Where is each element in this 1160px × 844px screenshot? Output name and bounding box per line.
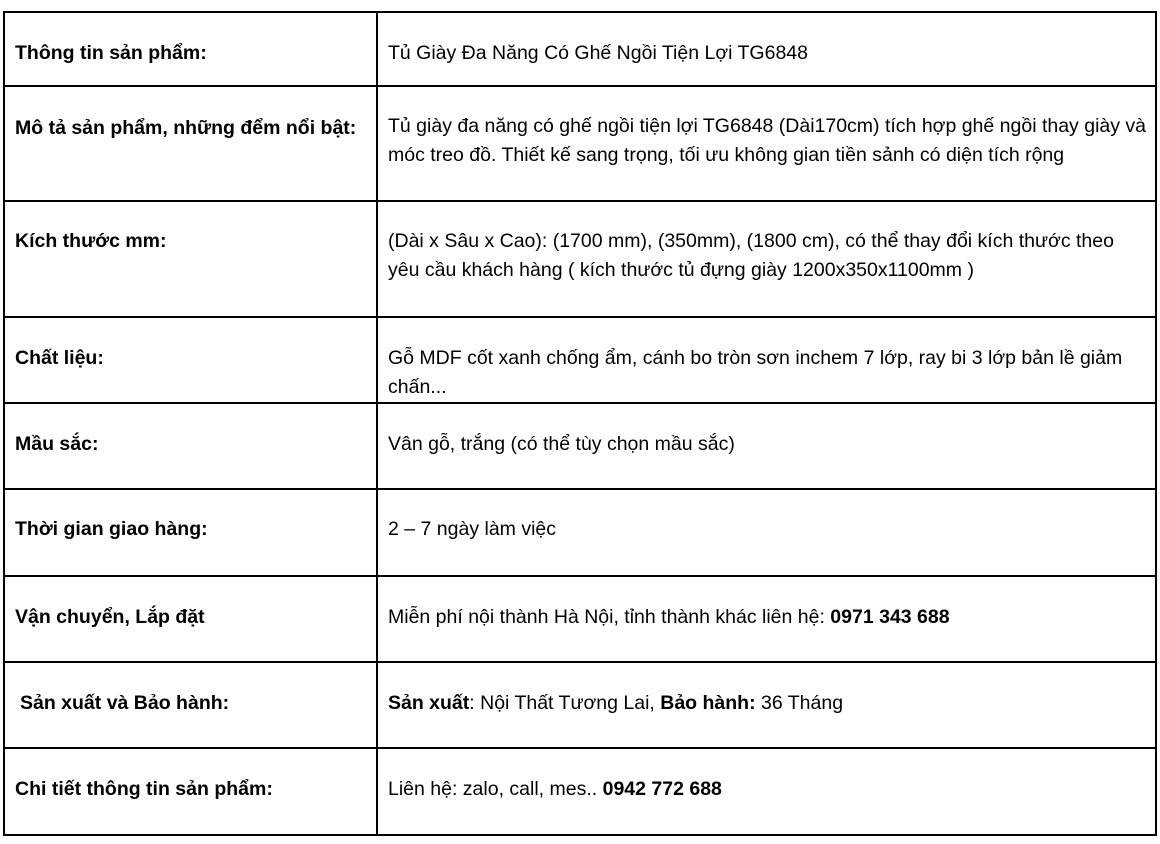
spec-row-product-info [4, 12, 1156, 86]
shipping-text: Miễn phí nội thành Hà Nội, tỉnh thành khác liên hệ: [388, 606, 831, 628]
spec-row-color [4, 403, 1156, 489]
label-shipping: Vận chuyển, Lắp đặt [4, 576, 377, 662]
value-product-name: Tủ Giày Đa Năng Có Ghế Ngồi Tiện Lợi TG6848 [377, 12, 1156, 86]
manufacture-label: Sản xuất [388, 692, 470, 714]
manufacture-value: : Nội Thất Tương Lai, [469, 692, 661, 714]
value-delivery-time: 2 – 7 ngày làm việc [377, 489, 1156, 576]
value-description: Tủ giày đa năng có ghế ngồi tiện lợi TG6848 (Dài170cm) tích hợp ghế ngồi thay giày và móc treo đồ. Thiết kế sang trọng, tối ưu không gian tiền sảnh có diện tích rộng [377, 86, 1156, 201]
label-color: Mầu sắc: [4, 403, 377, 489]
value-shipping [377, 576, 1156, 662]
value-dimensions: (Dài x Sâu x Cao): (1700 mm), (350mm), (1800 cm), có thể thay đổi kích thước theo yêu cầu khách hàng ( kích thước tủ đựng giày 1200x350x1100mm ) [377, 201, 1156, 317]
contact-text: Liên hệ: zalo, call, mes.. [388, 778, 603, 800]
spec-row-description [4, 86, 1156, 201]
label-dimensions: Kích thước mm: [4, 201, 377, 317]
value-contact [377, 748, 1156, 835]
label-product-info: Thông tin sản phẩm: [4, 12, 377, 86]
contact-phone: 0942 772 688 [602, 778, 722, 800]
spec-row-delivery-time [4, 489, 1156, 576]
spec-row-shipping [4, 576, 1156, 662]
warranty-label: Bảo hành: [660, 692, 756, 714]
label-delivery-time: Thời gian giao hàng: [4, 489, 377, 576]
value-material: Gỗ MDF cốt xanh chống ẩm, cánh bo tròn sơn inchem 7 lớp, ray bi 3 lớp bản lề giảm chấn... [377, 317, 1156, 403]
product-spec-table [3, 11, 1157, 836]
spec-row-material [4, 317, 1156, 403]
spec-row-manufacture-warranty [4, 662, 1156, 748]
label-contact: Chi tiết thông tin sản phẩm: [4, 748, 377, 835]
warranty-value: 36 Tháng [755, 692, 844, 714]
label-material: Chất liệu: [4, 317, 377, 403]
label-description: Mô tả sản phẩm, những đểm nổi bật: [4, 86, 377, 201]
spec-row-dimensions [4, 201, 1156, 317]
spec-row-contact [4, 748, 1156, 835]
value-color: Vân gỗ, trắng (có thể tùy chọn mầu sắc) [377, 403, 1156, 489]
shipping-phone: 0971 343 688 [830, 606, 950, 628]
label-manufacture-warranty: Sản xuất và Bảo hành: [4, 662, 377, 748]
value-manufacture-warranty [377, 662, 1156, 748]
